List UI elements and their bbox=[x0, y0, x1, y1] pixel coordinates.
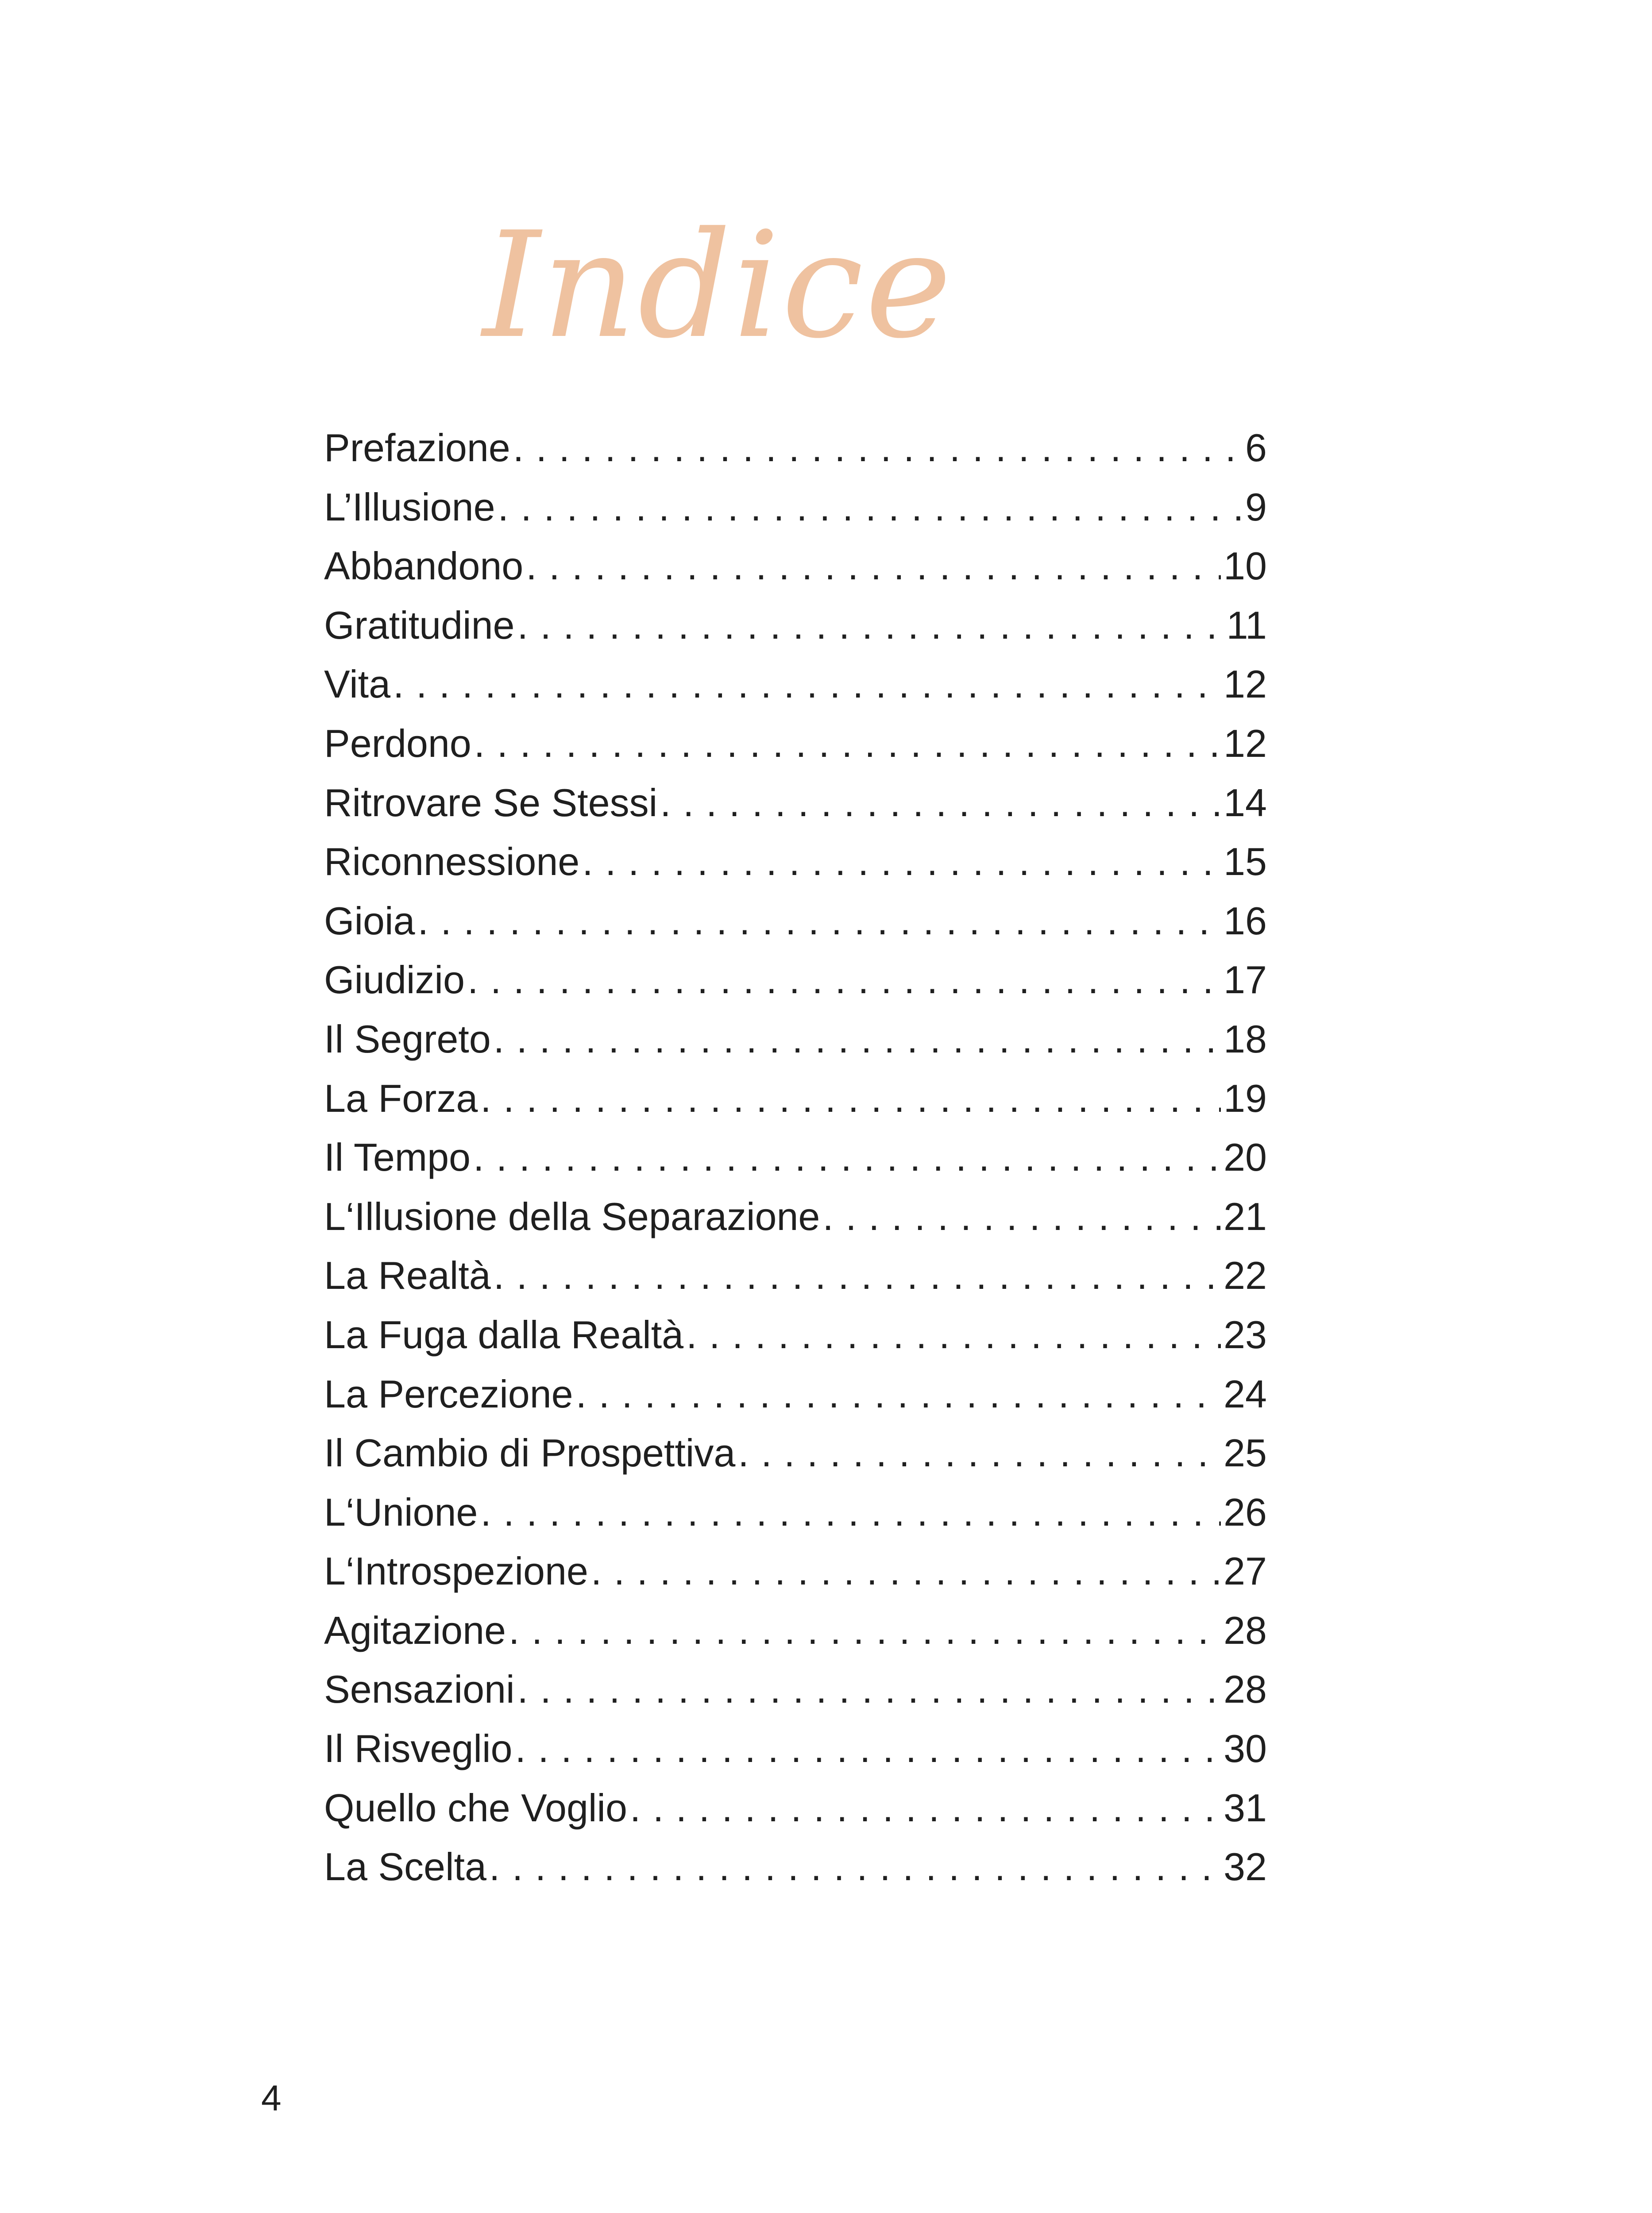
dot-leader bbox=[822, 1197, 1221, 1236]
toc-entry[interactable] bbox=[324, 1079, 1267, 1138]
toc-entry-title: La Fuga dalla Realtà bbox=[324, 1315, 684, 1357]
toc-entry-page: 21 bbox=[1224, 1197, 1267, 1238]
toc-entry-page: 19 bbox=[1224, 1079, 1267, 1120]
dot-leader bbox=[686, 1315, 1221, 1354]
toc-entry-title: La Realtà bbox=[324, 1256, 491, 1298]
toc-entry[interactable] bbox=[324, 1729, 1267, 1789]
toc-entry[interactable] bbox=[324, 1434, 1267, 1493]
toc-entry[interactable] bbox=[324, 488, 1267, 547]
dot-leader bbox=[393, 665, 1221, 704]
toc-entry-page: 10 bbox=[1224, 547, 1267, 588]
toc-entry-title: Ritrovare Se Stessi bbox=[324, 783, 658, 825]
toc-entry-page: 25 bbox=[1224, 1434, 1267, 1475]
toc-entry-page: 11 bbox=[1226, 605, 1267, 647]
dot-leader bbox=[738, 1434, 1221, 1473]
dot-leader bbox=[480, 1493, 1221, 1532]
toc-entry-title: Abbandono bbox=[324, 547, 524, 588]
toc-entry-page: 18 bbox=[1224, 1019, 1267, 1061]
toc-entry-title: L’Illusione bbox=[324, 487, 495, 529]
toc-entry-title: Il Tempo bbox=[324, 1138, 471, 1180]
dot-leader bbox=[494, 1256, 1221, 1295]
toc-entry[interactable] bbox=[324, 724, 1267, 783]
toc-entry[interactable] bbox=[324, 1315, 1267, 1375]
dot-leader bbox=[489, 1847, 1221, 1886]
toc-entry-title: Il Segreto bbox=[324, 1019, 491, 1061]
toc-entry-title: Vita bbox=[324, 665, 391, 706]
toc-entry-title: Agitazione bbox=[324, 1611, 506, 1652]
dot-leader bbox=[513, 428, 1243, 467]
toc-entry[interactable] bbox=[324, 1197, 1267, 1257]
toc-entry-title: Prefazione bbox=[324, 428, 510, 470]
dot-leader bbox=[515, 1729, 1221, 1768]
toc-entry-page: 12 bbox=[1224, 724, 1267, 765]
toc-entry-page: 31 bbox=[1224, 1788, 1267, 1830]
toc-entry-title: Sensazioni bbox=[324, 1670, 515, 1712]
dot-leader bbox=[474, 724, 1221, 763]
dot-leader bbox=[467, 960, 1221, 999]
toc-entry[interactable] bbox=[324, 606, 1267, 665]
toc-entry-page: 20 bbox=[1224, 1138, 1267, 1180]
dot-leader bbox=[494, 1020, 1221, 1059]
toc-entry[interactable] bbox=[324, 1493, 1267, 1552]
toc-entry-page: 26 bbox=[1224, 1492, 1267, 1534]
toc-entry-page: 14 bbox=[1224, 783, 1267, 825]
dot-leader bbox=[630, 1789, 1221, 1827]
toc-entry[interactable] bbox=[324, 1020, 1267, 1079]
toc-entry[interactable] bbox=[324, 842, 1267, 902]
toc-entry-title: Quello che Voglio bbox=[324, 1788, 627, 1830]
toc-entry-page: 28 bbox=[1224, 1670, 1267, 1712]
dot-leader bbox=[517, 606, 1224, 645]
toc-entry[interactable] bbox=[324, 1552, 1267, 1611]
toc-entry[interactable] bbox=[324, 1138, 1267, 1197]
toc-entry-title: L‘Introspezione bbox=[324, 1552, 588, 1593]
toc-entry-title: Gratitudine bbox=[324, 605, 515, 647]
toc-entry-title: Riconnessione bbox=[324, 842, 580, 884]
toc-entry[interactable] bbox=[324, 783, 1267, 843]
toc-entry-title: L‘Illusione della Separazione bbox=[324, 1197, 820, 1238]
page-title: Indice bbox=[482, 200, 953, 370]
toc-entry-page: 23 bbox=[1224, 1315, 1267, 1357]
toc-entry[interactable] bbox=[324, 960, 1267, 1020]
toc-entry-page: 28 bbox=[1224, 1611, 1267, 1652]
dot-leader bbox=[498, 488, 1243, 527]
toc-entry-page: 6 bbox=[1245, 428, 1267, 470]
toc-entry-page: 22 bbox=[1224, 1256, 1267, 1298]
dot-leader bbox=[509, 1611, 1221, 1650]
toc-entry-title: Il Risveglio bbox=[324, 1729, 513, 1771]
toc-entry-page: 17 bbox=[1224, 960, 1267, 1002]
toc-entry[interactable] bbox=[324, 1670, 1267, 1729]
dot-leader bbox=[582, 842, 1221, 881]
toc-entry-page: 30 bbox=[1224, 1729, 1267, 1771]
toc-entry-title: La Percezione bbox=[324, 1374, 573, 1416]
table-of-contents bbox=[324, 428, 1267, 1907]
dot-leader bbox=[591, 1552, 1221, 1591]
toc-entry-page: 24 bbox=[1224, 1374, 1267, 1416]
toc-entry[interactable] bbox=[324, 1847, 1267, 1907]
dot-leader bbox=[576, 1375, 1221, 1414]
toc-entry[interactable] bbox=[324, 547, 1267, 606]
dot-leader bbox=[417, 902, 1221, 941]
toc-entry[interactable] bbox=[324, 1375, 1267, 1434]
toc-entry-page: 9 bbox=[1245, 487, 1267, 529]
toc-entry-title: Perdono bbox=[324, 724, 471, 765]
toc-entry-title: Il Cambio di Prospettiva bbox=[324, 1434, 736, 1475]
toc-entry[interactable] bbox=[324, 428, 1267, 488]
toc-entry-title: L‘Unione bbox=[324, 1492, 478, 1534]
toc-entry-title: La Forza bbox=[324, 1079, 478, 1120]
toc-entry-page: 16 bbox=[1224, 901, 1267, 943]
dot-leader bbox=[480, 1079, 1221, 1118]
toc-entry-page: 15 bbox=[1224, 842, 1267, 884]
toc-entry-title: Gioia bbox=[324, 901, 415, 943]
toc-entry[interactable] bbox=[324, 1611, 1267, 1670]
toc-entry-title: Giudizio bbox=[324, 960, 465, 1002]
toc-entry[interactable] bbox=[324, 1256, 1267, 1315]
toc-entry-page: 27 bbox=[1224, 1552, 1267, 1593]
dot-leader bbox=[526, 547, 1221, 586]
toc-entry-page: 12 bbox=[1224, 665, 1267, 706]
toc-entry-title: La Scelta bbox=[324, 1847, 486, 1889]
toc-entry[interactable] bbox=[324, 1789, 1267, 1848]
page-number: 4 bbox=[261, 2078, 282, 2118]
toc-entry-page: 32 bbox=[1224, 1847, 1267, 1889]
dot-leader bbox=[473, 1138, 1221, 1177]
dot-leader bbox=[517, 1670, 1221, 1709]
toc-entry[interactable] bbox=[324, 665, 1267, 724]
toc-entry[interactable] bbox=[324, 902, 1267, 961]
dot-leader bbox=[660, 783, 1221, 822]
